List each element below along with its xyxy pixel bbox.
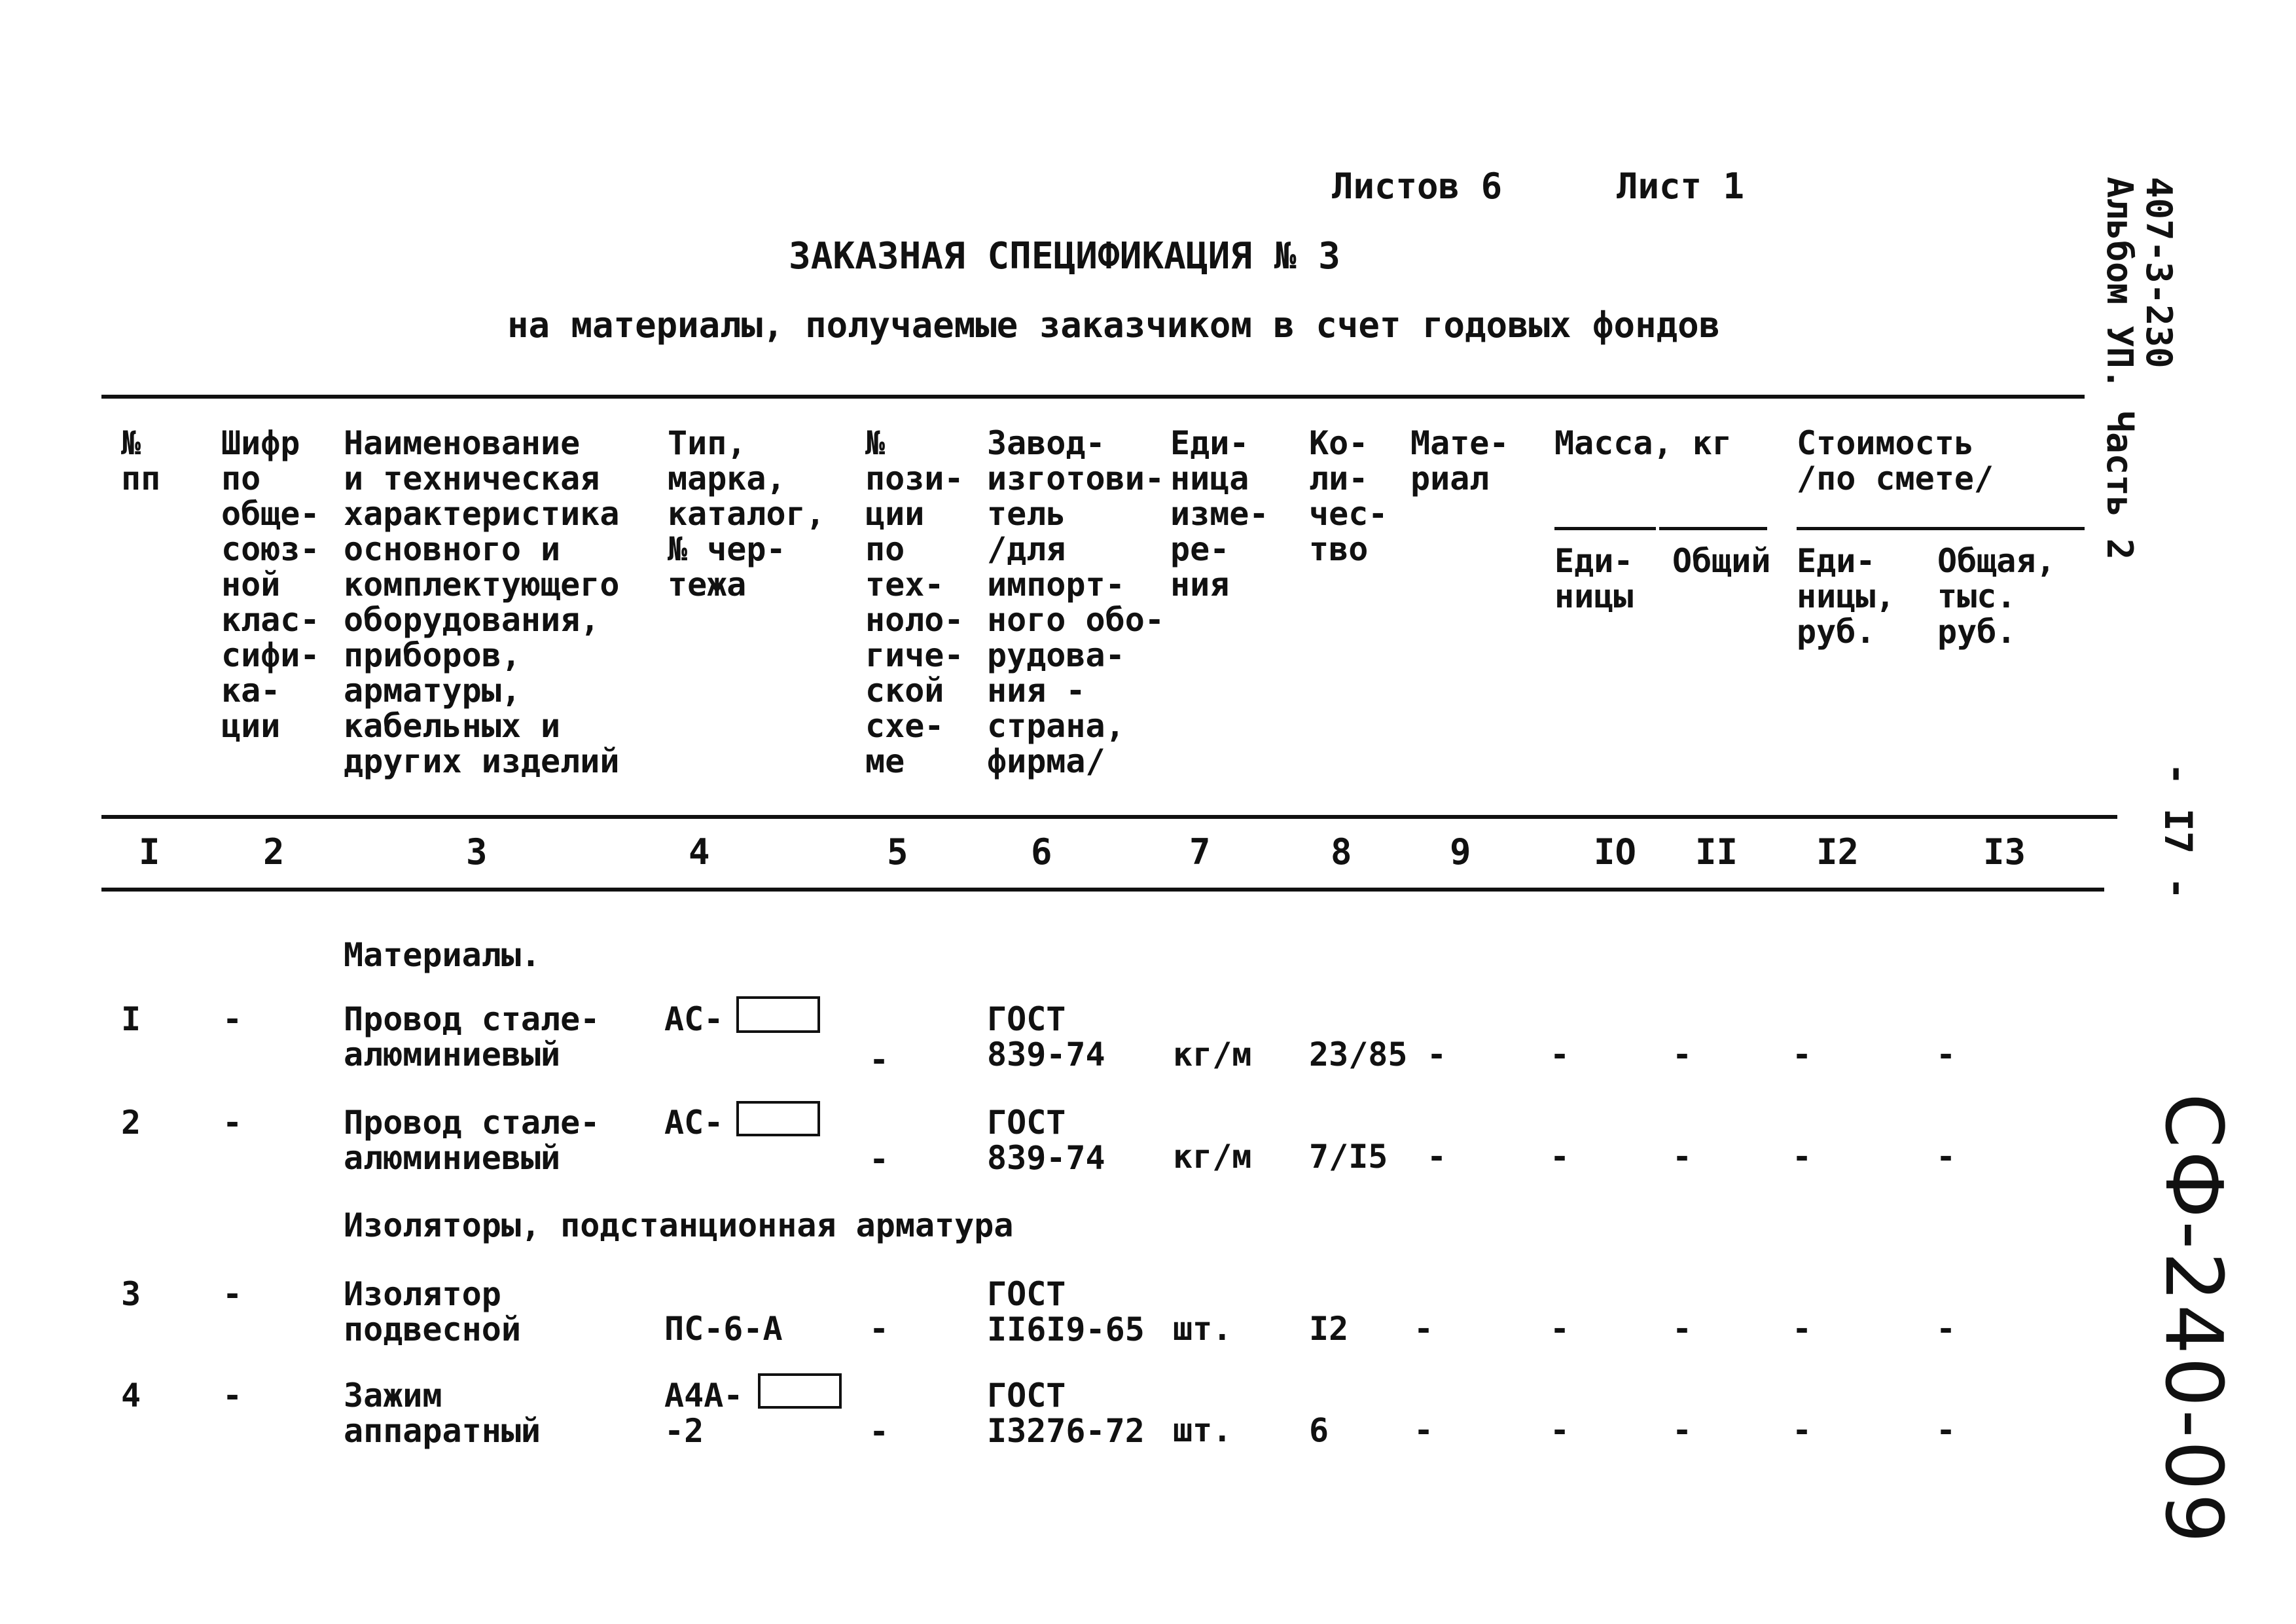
col-header-mass-total: Общий — [1672, 542, 1771, 580]
sheets-total: Листов 6 — [1332, 166, 1503, 207]
row-2-position: - — [869, 1140, 889, 1178]
section-title: Материалы. — [344, 936, 541, 974]
row-3-manufacturer: ГОСТ II6I9-65 — [987, 1275, 1145, 1348]
col-number-10: IO — [1594, 831, 1637, 873]
row-1-mass-total: - — [1672, 1036, 1693, 1074]
row-1-unit: кг/м — [1173, 1036, 1252, 1074]
row-4-code: - — [223, 1377, 243, 1415]
row-1-no: I — [121, 1000, 141, 1038]
cost-divider — [1797, 527, 2085, 530]
row-2-type: АС- — [664, 1104, 724, 1142]
row-3-mass-total: - — [1672, 1310, 1693, 1348]
row-4-material: - — [1414, 1411, 1434, 1449]
row-2-cost-total: - — [1936, 1138, 1956, 1176]
row-2-manufacturer: ГОСТ 839-74 — [987, 1104, 1105, 1177]
row-3-no: 3 — [121, 1275, 141, 1313]
album-label: Альбом УП. Часть 2 — [2099, 177, 2140, 560]
row-2-type-blank-box — [736, 1101, 820, 1136]
col-number-7: 7 — [1189, 831, 1211, 873]
row-2-mass-unit: - — [1550, 1138, 1570, 1176]
row-4-position: - — [869, 1413, 889, 1451]
col-header-unit: Еди- ница изме- ре- ния — [1170, 424, 1269, 604]
row-2-no: 2 — [121, 1104, 141, 1142]
row-2-cost-unit: - — [1792, 1138, 1812, 1176]
row-4-quantity: 6 — [1309, 1411, 1329, 1449]
row-2-quantity: 7/I5 — [1309, 1138, 1388, 1176]
col-number-9: 9 — [1450, 831, 1471, 873]
row-1-manufacturer: ГОСТ 839-74 — [987, 1000, 1105, 1074]
row-4-type: А4А- -2 — [664, 1377, 744, 1450]
handwritten-stamp: СФ-240-09 — [2147, 1093, 2238, 1546]
row-1-material: - — [1427, 1036, 1447, 1074]
col-number-3: 3 — [466, 831, 488, 873]
col-number-8: 8 — [1331, 831, 1352, 873]
row-4-no: 4 — [121, 1377, 141, 1415]
row-4-manufacturer: ГОСТ I3276-72 — [987, 1377, 1145, 1450]
row-4-cost-total: - — [1936, 1411, 1956, 1449]
document-code: 407-3-230 — [2138, 177, 2179, 369]
row-3-material: - — [1414, 1310, 1434, 1348]
row-3-code: - — [223, 1275, 243, 1313]
row-3-cost-total: - — [1936, 1310, 1956, 1348]
sheet-number: Лист 1 — [1617, 166, 1745, 207]
col-header-classifier: Шифр по обще- союз- ной клас- сифи- ка- ции — [221, 424, 320, 745]
row-2-unit: кг/м — [1173, 1138, 1252, 1176]
row-1-type-blank-box — [736, 996, 820, 1033]
row-3-mass-unit: - — [1550, 1310, 1570, 1348]
col-number-4: 4 — [689, 831, 710, 873]
mass-divider-a — [1554, 527, 1656, 530]
section-title: Изоляторы, подстанционная арматура — [344, 1206, 1014, 1244]
row-2-code: - — [223, 1104, 243, 1142]
numbers-bottom-rule — [101, 888, 2104, 892]
col-header-material: Мате- риал — [1410, 424, 1509, 497]
row-1-cost-total: - — [1936, 1036, 1956, 1074]
row-3-position: - — [869, 1310, 889, 1348]
row-4-unit: шт. — [1173, 1411, 1232, 1449]
row-3-unit: шт. — [1173, 1310, 1232, 1348]
row-1-position: - — [869, 1041, 889, 1079]
col-header-quantity: Ко- ли- чес- тво — [1309, 424, 1388, 568]
row-4-name: Зажим аппаратный — [344, 1377, 541, 1450]
col-header-type: Тип, марка, каталог, № чер- тежа — [668, 424, 825, 604]
col-number-12: I2 — [1816, 831, 1859, 873]
row-1-name: Провод стале- алюминиевый — [344, 1000, 600, 1074]
col-header-no: № пп — [121, 424, 161, 497]
col-header-cost-unit: Еди- ницы, руб. — [1797, 542, 1895, 651]
col-header-cost-total: Общая, тыс. руб. — [1937, 542, 2056, 651]
row-4-mass-unit: - — [1550, 1411, 1570, 1449]
row-3-name: Изолятор подвесной — [344, 1275, 521, 1348]
row-1-code: - — [223, 1000, 243, 1038]
col-header-position: № пози- ции по тех- ноло- гиче- ской схе- ме — [865, 424, 964, 780]
col-number-13: I3 — [1983, 831, 2026, 873]
row-1-type: АС- — [664, 1000, 724, 1038]
col-header-name: Наименование и техническая характеристика основного и комплектующего оборудования, приборов, арматуры, кабельных и других изделий — [344, 424, 620, 780]
col-header-mass-unit: Еди- ницы — [1554, 542, 1634, 615]
row-3-cost-unit: - — [1792, 1310, 1812, 1348]
col-header-mass: Масса, кг — [1554, 424, 1732, 462]
col-header-manufacturer: Завод- изготови- тель /для импорт- ного обо- рудова- ния - страна, фирма/ — [987, 424, 1164, 780]
row-1-quantity: 23/85 — [1309, 1036, 1408, 1074]
col-number-11: II — [1695, 831, 1738, 873]
row-2-material: - — [1427, 1138, 1447, 1176]
row-1-mass-unit: - — [1550, 1036, 1570, 1074]
col-number-6: 6 — [1031, 831, 1052, 873]
row-4-type-blank-box — [758, 1373, 842, 1409]
mass-divider-b — [1659, 527, 1767, 530]
row-2-name: Провод стале- алюминиевый — [344, 1104, 600, 1177]
table-top-rule — [101, 395, 2085, 399]
col-number-5: 5 — [887, 831, 908, 873]
document-subtitle: на материалы, получаемые заказчиком в счет годовых фондов — [507, 304, 1721, 346]
row-2-mass-total: - — [1672, 1138, 1693, 1176]
row-1-cost-unit: - — [1792, 1036, 1812, 1074]
col-number-1: I — [139, 831, 160, 873]
row-3-quantity: I2 — [1309, 1310, 1349, 1348]
page-number: - I7 - — [2156, 763, 2200, 900]
col-header-cost: Стоимость /по смете/ — [1797, 424, 1994, 497]
header-bottom-rule — [101, 815, 2117, 819]
row-3-type: ПС-6-А — [664, 1310, 783, 1348]
row-4-mass-total: - — [1672, 1411, 1693, 1449]
row-4-cost-unit: - — [1792, 1411, 1812, 1449]
col-number-2: 2 — [263, 831, 285, 873]
document-title: ЗАКАЗНАЯ СПЕЦИФИКАЦИЯ № 3 — [789, 235, 1340, 278]
